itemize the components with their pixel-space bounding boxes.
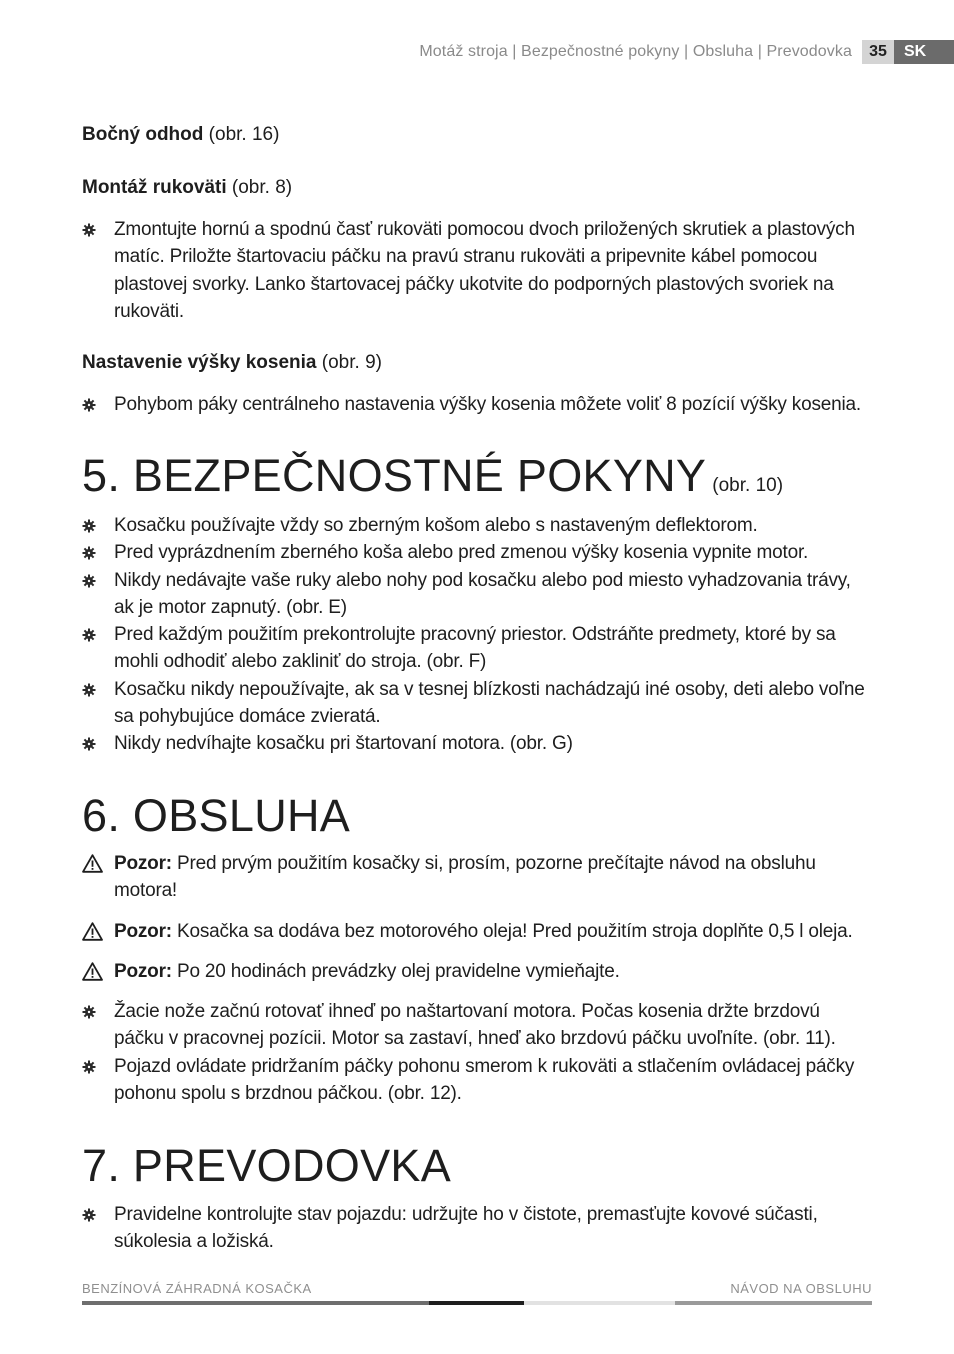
gearbox-list — [82, 1201, 874, 1256]
page-number: 35 — [862, 40, 894, 64]
safety-list — [82, 512, 874, 758]
bullet-icon — [82, 519, 96, 533]
section-heading-gearbox: 7. PREVODOVKA — [82, 1140, 452, 1191]
bullet-icon — [82, 398, 96, 412]
bullet-icon — [82, 628, 96, 642]
bullet-icon — [82, 223, 96, 237]
list-item: Kosačku nikdy nepoužívajte, ak sa v tesnej blízkosti nachádzajú iné osoby, deti alebo voľne sa pohybujúce domáce zvieratá. — [82, 676, 874, 731]
list-item: Zmontujte hornú a spodnú časť rukoväti pomocou dvoch priložených skrutiek a plastových matíc. Priložte štartovaciu páčku na pravú stranu rukoväti a pripevnite kábel pomocou plastovej svorky. Lanko štartovacej páčky ukotvite do podporných plastových svoriek na rukoväti. — [82, 216, 874, 325]
list-item: Pravidelne kontrolujte stav pojazdu: udržujte ho v čistote, premasťujte kovové súčasti, súkolesia a ložiská. — [82, 1201, 874, 1256]
list-item: Pred každým použitím prekontrolujte pracovný priestor. Odstráňte predmety, ktoré by sa mohli odhodiť alebo zakliniť do stroja. (obr. F) — [82, 621, 874, 676]
section-heading-operation: 6. OBSLUHA — [82, 790, 351, 841]
list-item: Kosačku používajte vždy so zberným košom alebo s nastaveným deflektorom. — [82, 512, 874, 539]
list-item: Pojazd ovládate pridržaním páčky pohonu smerom k rukoväti a stlačením ovládacej páčky pohonu spolu s brzdnou páčkou. (obr. 12). — [82, 1053, 874, 1108]
warning-triangle-icon — [82, 854, 103, 873]
language-badge: SK — [894, 40, 954, 64]
footer-bar-segment — [524, 1301, 675, 1305]
page-footer — [82, 1281, 872, 1296]
height-list — [82, 391, 874, 418]
footer-left: BENZÍNOVÁ ZÁHRADNÁ KOSAČKA — [82, 1281, 312, 1296]
subheading-handle-assembly: Montáž rukoväti (obr. 8) — [82, 177, 293, 198]
bullet-icon — [82, 1005, 96, 1019]
footer-right: NÁVOD NA OBSLUHU — [730, 1281, 872, 1296]
list-item: Pred vyprázdnením zberného koša alebo pred zmenou výšky kosenia vypnite motor. — [82, 539, 874, 566]
breadcrumb: Motáž stroja | Bezpečnostné pokyny | Obsluha | Prevodovka — [419, 43, 852, 60]
bullet-icon — [82, 574, 96, 588]
warning-triangle-icon — [82, 922, 103, 941]
footer-bar-segment — [429, 1301, 524, 1305]
list-item: Nikdy nedvíhajte kosačku pri štartovaní motora. (obr. G) — [82, 730, 874, 757]
warning-note: Pozor: Kosačka sa dodáva bez motorového oleja! Pred použitím stroja doplňte 0,5 l oleja. — [82, 918, 874, 945]
operation-list — [82, 998, 874, 1107]
handle-list — [82, 216, 874, 325]
list-item: Žacie nože začnú rotovať ihneď po naštartovaní motora. Počas kosenia držte brzdovú páčku v pracovnej pozícii. Motor sa zastaví, hneď ako brzdovú páčku uvoľníte. (obr. 11). — [82, 998, 874, 1053]
section-heading-safety: 5. BEZPEČNOSTNÉ POKYNY (obr. 10) — [82, 450, 784, 501]
list-item: Pohybom páky centrálneho nastavenia výšky kosenia môžete voliť 8 pozícií výšky kosenia. — [82, 391, 874, 418]
warning-triangle-icon — [82, 962, 103, 981]
bullet-icon — [82, 683, 96, 697]
footer-bar-segment — [675, 1301, 872, 1305]
warning-note: Pozor: Pred prvým použitím kosačky si, prosím, pozorne prečítajte návod na obsluhu motora! — [82, 850, 874, 905]
subheading-cutting-height: Nastavenie výšky kosenia (obr. 9) — [82, 352, 382, 373]
list-item: Nikdy nedávajte vaše ruky alebo nohy pod kosačku alebo pod miesto vyhadzovania trávy, ak je motor zapnutý. (obr. E) — [82, 567, 874, 622]
bullet-icon — [82, 737, 96, 751]
footer-bar-segment — [82, 1301, 429, 1305]
warning-note: Pozor: Po 20 hodinách prevádzky olej pravidelne vymieňajte. — [82, 958, 874, 985]
footer-bar — [82, 1301, 872, 1305]
bullet-icon — [82, 546, 96, 560]
bullet-icon — [82, 1208, 96, 1222]
bullet-icon — [82, 1060, 96, 1074]
page-header — [419, 40, 954, 64]
subheading-side-discharge: Bočný odhod (obr. 16) — [82, 124, 280, 145]
